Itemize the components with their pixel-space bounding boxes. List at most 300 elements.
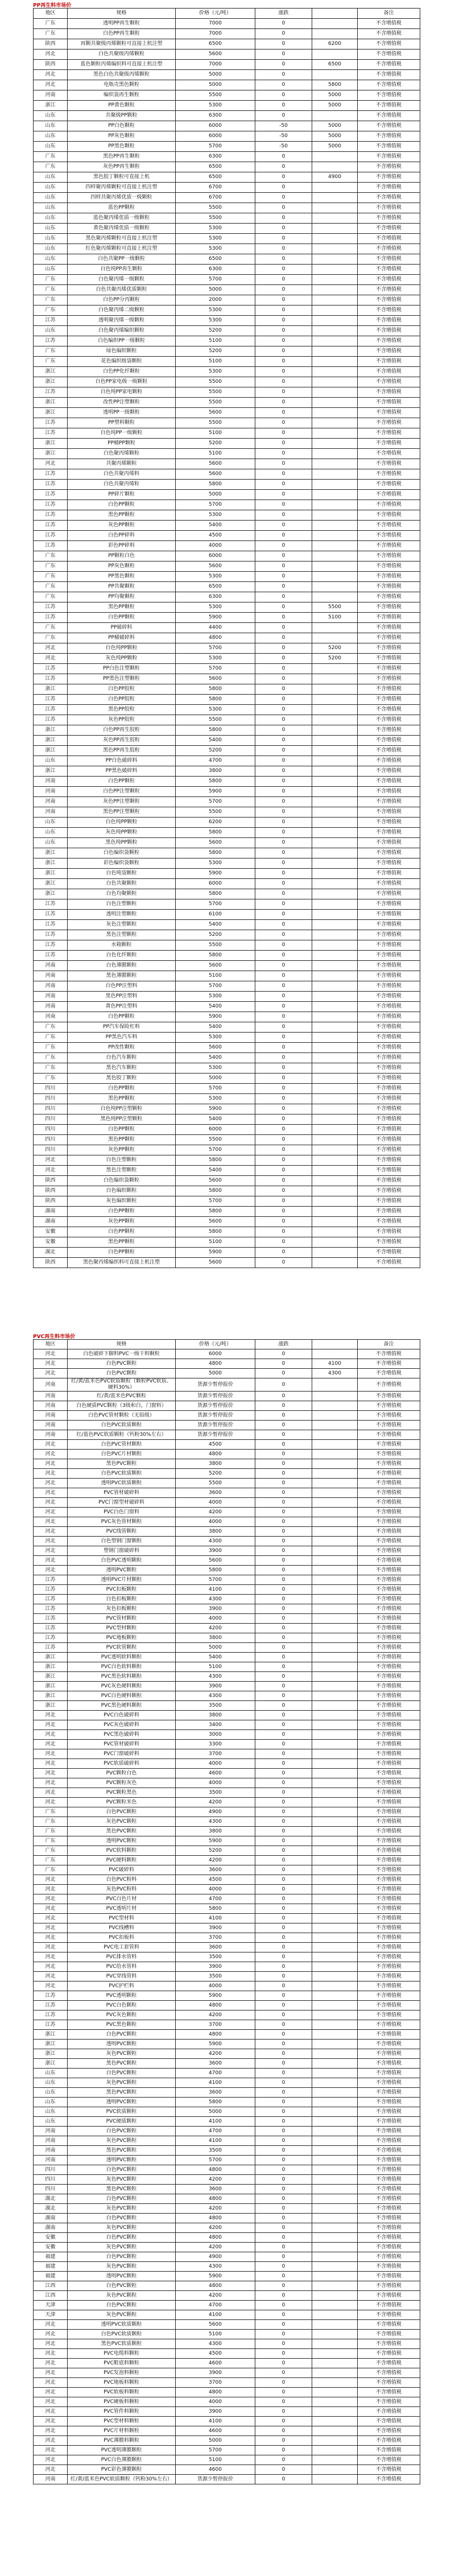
note-cell: 不含增值税 xyxy=(358,183,420,193)
spec-cell: 白色PVC颗粒 xyxy=(68,1807,176,1817)
note-cell: 不含增值税 xyxy=(358,49,420,60)
price-cell: 6000 xyxy=(176,1349,255,1359)
spec-cell: 黑色PP注塑料 xyxy=(68,992,176,1002)
table-row xyxy=(34,1759,420,1769)
extra-cell xyxy=(312,2475,358,2484)
change-cell: 0 xyxy=(255,1537,312,1546)
note-cell: 不含增值税 xyxy=(358,326,420,336)
region-cell: 浙江 xyxy=(34,2059,68,2069)
spec-cell: 白色PP颗粒 xyxy=(68,1227,176,1237)
change-cell: 0 xyxy=(255,2426,312,2436)
note-cell: 不含增值税 xyxy=(358,695,420,705)
price-cell: 货源少暂停报价 xyxy=(176,1378,255,1392)
region-cell: 江苏 xyxy=(34,418,68,428)
spec-cell: PP黑色颗粒 xyxy=(68,142,176,152)
region-cell: 河北 xyxy=(34,1981,68,1991)
extra-cell xyxy=(312,2359,358,2368)
note-cell: 不含增值税 xyxy=(358,480,420,490)
change-cell: 0 xyxy=(255,2001,312,2011)
table-row xyxy=(34,1566,420,1575)
extra-cell xyxy=(312,418,358,428)
region-cell: 安徽 xyxy=(34,2243,68,2252)
note-cell: 不含增值税 xyxy=(358,1498,420,1508)
header-region-cell: 地区 xyxy=(34,9,68,19)
price-cell: 4300 xyxy=(176,1691,255,1701)
price-cell: 5500 xyxy=(176,398,255,408)
note-cell: 不含增值税 xyxy=(358,858,420,869)
price-cell: 5000 xyxy=(176,2107,255,2117)
change-cell: -50 xyxy=(255,142,312,152)
spec-cell: 黑色PP颗粒 xyxy=(68,510,176,521)
extra-cell xyxy=(312,2146,358,2156)
extra-cell xyxy=(312,254,358,265)
region-cell: 四川 xyxy=(34,2185,68,2194)
note-cell: 不含增值税 xyxy=(358,500,420,510)
note-cell: 不含增值税 xyxy=(358,408,420,418)
table-row xyxy=(34,1836,420,1846)
table-row xyxy=(34,224,420,234)
extra-cell xyxy=(312,1585,358,1595)
price-cell: 4200 xyxy=(176,1798,255,1807)
extra-cell xyxy=(312,2436,358,2446)
region-cell: 广东 xyxy=(34,623,68,633)
region-cell: 河南 xyxy=(34,797,68,807)
change-cell: 0 xyxy=(255,1778,312,1788)
change-cell: 0 xyxy=(255,2455,312,2465)
note-cell: 不含增值税 xyxy=(358,2233,420,2243)
spec-cell: 灰色PVC颗粒 xyxy=(68,2262,176,2272)
region-cell: 江苏 xyxy=(34,387,68,398)
extra-cell: 4900 xyxy=(312,172,358,183)
table-row xyxy=(34,2339,420,2349)
region-cell: 河南 xyxy=(34,1401,68,1411)
region-cell: 江苏 xyxy=(34,664,68,674)
extra-cell xyxy=(312,1125,358,1135)
price-cell: 5000 xyxy=(176,285,255,295)
extra-cell xyxy=(312,1527,358,1537)
extra-cell xyxy=(312,2378,358,2388)
region-cell: 江苏 xyxy=(34,2001,68,2011)
note-cell: 不含增值税 xyxy=(358,2320,420,2330)
table-row xyxy=(34,1904,420,1914)
region-cell: 广东 xyxy=(34,295,68,306)
note-cell: 不含增值税 xyxy=(358,1537,420,1546)
spec-cell: 白色共聚级丙烯颗粒 xyxy=(68,49,176,60)
spec-cell: PVC白色颗粒 xyxy=(68,2001,176,2011)
note-cell: 不含增值税 xyxy=(358,449,420,459)
price-cell: 5900 xyxy=(176,1012,255,1022)
price-cell: 4800 xyxy=(176,2388,255,2397)
spec-cell: 白色编织颗粒 xyxy=(68,1186,176,1196)
extra-cell xyxy=(312,183,358,193)
change-cell: 0 xyxy=(255,746,312,756)
note-cell: 不含增值税 xyxy=(358,162,420,172)
price-cell: 4100 xyxy=(176,2136,255,2146)
spec-cell: PVC白色门窗料 xyxy=(68,1508,176,1517)
change-cell: 0 xyxy=(255,1469,312,1479)
change-cell: 0 xyxy=(255,1575,312,1585)
extra-cell xyxy=(312,684,358,695)
extra-cell xyxy=(312,2088,358,2098)
spec-cell: PVC彩色薄膜颗粒 xyxy=(68,2465,176,2475)
header-spec-cell: 规格 xyxy=(68,1340,176,1349)
table-row xyxy=(34,285,420,295)
change-cell: 0 xyxy=(255,869,312,879)
extra-cell xyxy=(312,244,358,254)
price-cell: 5400 xyxy=(176,920,255,930)
region-cell: 湖北 xyxy=(34,2204,68,2214)
region-cell: 河南 xyxy=(34,1430,68,1440)
extra-cell: 5000 xyxy=(312,121,358,131)
extra-cell xyxy=(312,746,358,756)
spec-cell: 白色PVC颗粒 xyxy=(68,2281,176,2291)
change-cell: 0 xyxy=(255,1450,312,1459)
spec-cell: 白色PVC颗粒 xyxy=(68,2069,176,2078)
note-cell: 不含增值税 xyxy=(358,2165,420,2175)
extra-cell xyxy=(312,1084,358,1094)
extra-cell xyxy=(312,1411,358,1421)
spec-cell: 白色塑钢门窗颗粒 xyxy=(68,1537,176,1546)
note-cell: 不含增值税 xyxy=(358,2204,420,2214)
table-row xyxy=(34,1933,420,1943)
price-cell: 5700 xyxy=(176,142,255,152)
spec-cell: 塑钢门窗破碎料 xyxy=(68,1546,176,1556)
extra-cell xyxy=(312,398,358,408)
change-cell: 0 xyxy=(255,2301,312,2310)
region-cell: 江苏 xyxy=(34,920,68,930)
price-cell: 3700 xyxy=(176,2020,255,2030)
region-cell: 江苏 xyxy=(34,695,68,705)
price-cell: 5800 xyxy=(176,848,255,858)
spec-cell: PP黑色破碎料 xyxy=(68,766,176,777)
extra-cell xyxy=(312,1537,358,1546)
spec-cell: 白色吨袋颗粒 xyxy=(68,869,176,879)
change-cell: 0 xyxy=(255,172,312,183)
note-cell: 不含增值税 xyxy=(358,828,420,838)
note-cell: 不含增值税 xyxy=(358,2194,420,2204)
extra-cell xyxy=(312,695,358,705)
note-cell: 不含增值税 xyxy=(358,572,420,582)
extra-cell xyxy=(312,1595,358,1604)
price-cell: 5500 xyxy=(176,1135,255,1145)
spec-cell: 改性PP注塑颗粒 xyxy=(68,398,176,408)
table-row xyxy=(34,1701,420,1711)
spec-cell: PVC灰色颗粒 xyxy=(68,2011,176,2020)
spec-cell: PVC软料颗粒 xyxy=(68,1846,176,1856)
spec-cell: 白色共聚丙烯优质颗粒 xyxy=(68,285,176,295)
price-cell: 4200 xyxy=(176,2049,255,2059)
price-cell: 6300 xyxy=(176,592,255,602)
price-cell: 5900 xyxy=(176,1836,255,1846)
table-row xyxy=(34,377,420,387)
region-cell: 浙江 xyxy=(34,889,68,899)
spec-cell: PVC灰色管材颗粒 xyxy=(68,1517,176,1527)
price-cell: 2000 xyxy=(176,295,255,306)
change-cell: 0 xyxy=(255,2359,312,2368)
price-cell: 3900 xyxy=(176,2368,255,2378)
change-cell: 0 xyxy=(255,1527,312,1537)
change-cell: 0 xyxy=(255,1508,312,1517)
extra-cell xyxy=(312,439,358,449)
table-row xyxy=(34,1094,420,1104)
table-row xyxy=(34,2233,420,2243)
extra-cell: 5000 xyxy=(312,142,358,152)
price-cell: 4300 xyxy=(176,1817,255,1827)
price-cell: 6000 xyxy=(176,121,255,131)
price-cell: 4300 xyxy=(176,1537,255,1546)
table-row xyxy=(34,858,420,869)
change-cell: 0 xyxy=(255,1798,312,1807)
region-cell: 广东 xyxy=(34,357,68,367)
table-row xyxy=(34,920,420,930)
region-cell: 浙江 xyxy=(34,1701,68,1711)
spec-cell: 黑色薄膜颗粒 xyxy=(68,971,176,981)
spec-cell: 白色PVC软质颗粒 xyxy=(68,1421,176,1430)
note-cell: 不含增值税 xyxy=(358,2378,420,2388)
change-cell: 0 xyxy=(255,551,312,562)
note-cell: 不含增值税 xyxy=(358,111,420,121)
region-cell: 广东 xyxy=(34,1033,68,1043)
spec-cell: PVC排水管料 xyxy=(68,1952,176,1962)
change-cell: 0 xyxy=(255,1836,312,1846)
table-row xyxy=(34,2455,420,2465)
change-cell: 0 xyxy=(255,1933,312,1943)
price-cell: 5300 xyxy=(176,234,255,244)
price-cell: 3500 xyxy=(176,1701,255,1711)
note-cell: 不含增值税 xyxy=(358,490,420,500)
price-cell: 5100 xyxy=(176,2455,255,2465)
price-cell: 6500 xyxy=(176,39,255,49)
extra-cell xyxy=(312,1962,358,1972)
change-cell: 0 xyxy=(255,1662,312,1672)
extra-cell xyxy=(312,510,358,521)
table-row xyxy=(34,1662,420,1672)
change-cell: 0 xyxy=(255,736,312,746)
change-cell: 0 xyxy=(255,1740,312,1749)
price-cell: 3600 xyxy=(176,1488,255,1498)
price-cell: 4000 xyxy=(176,1498,255,1508)
spec-cell: 白色PVC透明颗粒 xyxy=(68,1556,176,1566)
note-cell: 不含增值税 xyxy=(358,1711,420,1720)
price-cell: 5100 xyxy=(176,1662,255,1672)
change-cell: 0 xyxy=(255,521,312,531)
table-row xyxy=(34,2117,420,2127)
change-cell: 0 xyxy=(255,2117,312,2127)
spec-cell: 黑色PVC颗粒 xyxy=(68,2059,176,2069)
spec-cell: 白色PP注塑料 xyxy=(68,981,176,992)
table-row xyxy=(34,152,420,162)
table-row xyxy=(34,1923,420,1933)
change-cell: 0 xyxy=(255,49,312,60)
region-cell: 河北 xyxy=(34,1459,68,1469)
extra-cell xyxy=(312,1094,358,1104)
region-cell: 浙江 xyxy=(34,1682,68,1691)
extra-cell xyxy=(312,2049,358,2059)
extra-cell xyxy=(312,2301,358,2310)
table-row xyxy=(34,910,420,920)
extra-cell xyxy=(312,828,358,838)
note-cell: 不含增值税 xyxy=(358,1769,420,1778)
extra-cell xyxy=(312,1778,358,1788)
region-cell: 陕西 xyxy=(34,1258,68,1268)
change-cell: 0 xyxy=(255,2049,312,2059)
spec-cell: 彩色编织袋颗粒 xyxy=(68,858,176,869)
price-cell: 4200 xyxy=(176,2243,255,2252)
change-cell: 0 xyxy=(255,1701,312,1711)
note-cell: 不含增值税 xyxy=(358,2465,420,2475)
spec-cell: PVC发泡料颗粒 xyxy=(68,2368,176,2378)
note-cell: 不含增值税 xyxy=(358,418,420,428)
change-cell: 0 xyxy=(255,1488,312,1498)
change-cell: 0 xyxy=(255,1349,312,1359)
note-cell: 不含增值税 xyxy=(358,377,420,387)
table-row xyxy=(34,2252,420,2262)
region-cell: 浙江 xyxy=(34,1672,68,1682)
spec-cell: PVC白色片材 xyxy=(68,1894,176,1904)
extra-cell xyxy=(312,1566,358,1575)
price-cell: 3900 xyxy=(176,1923,255,1933)
extra-cell xyxy=(312,1614,358,1624)
spec-cell: 白色PVC颗粒 xyxy=(68,2194,176,2204)
spec-cell: 灰色PP再生颗粒 xyxy=(68,162,176,172)
region-cell: 河北 xyxy=(34,1349,68,1359)
note-cell: 不含增值税 xyxy=(358,142,420,152)
change-cell: 0 xyxy=(255,1769,312,1778)
region-cell: 福建 xyxy=(34,2272,68,2281)
table-header-row xyxy=(34,9,420,19)
region-cell: 河北 xyxy=(34,1778,68,1788)
extra-cell xyxy=(312,2281,358,2291)
extra-cell xyxy=(312,1053,358,1063)
region-cell: 广东 xyxy=(34,1817,68,1827)
change-cell: 0 xyxy=(255,101,312,111)
price-cell: 5700 xyxy=(176,1084,255,1094)
table-row xyxy=(34,981,420,992)
table-row xyxy=(34,613,420,623)
spec-cell: 白色PP胶粒 xyxy=(68,695,176,705)
spec-cell: 灰色PP颗粒 xyxy=(68,1145,176,1155)
change-cell: -50 xyxy=(255,131,312,142)
note-cell: 不含增值税 xyxy=(358,1807,420,1817)
change-cell: 0 xyxy=(255,2059,312,2069)
spec-cell: PVC硬料颗粒 xyxy=(68,1856,176,1865)
note-cell: 不含增值税 xyxy=(358,1135,420,1145)
extra-cell xyxy=(312,562,358,572)
note-cell: 不含增值税 xyxy=(358,234,420,244)
spec-cell: 白色聚丙烯颗粒 xyxy=(68,449,176,459)
price-cell: 5200 xyxy=(176,1846,255,1856)
table-row xyxy=(34,2320,420,2330)
region-cell: 江苏 xyxy=(34,1604,68,1614)
extra-cell xyxy=(312,1517,358,1527)
note-cell: 不含增值税 xyxy=(358,1904,420,1914)
extra-cell xyxy=(312,1653,358,1662)
table-row xyxy=(34,1991,420,2001)
extra-cell xyxy=(312,930,358,940)
region-cell: 四川 xyxy=(34,1145,68,1155)
price-cell: 4800 xyxy=(176,633,255,643)
table-row xyxy=(34,1053,420,1063)
extra-cell xyxy=(312,1012,358,1022)
spec-cell: PVC破碎料 xyxy=(68,1865,176,1875)
note-cell: 不含增值税 xyxy=(358,2417,420,2426)
region-cell: 山东 xyxy=(34,818,68,828)
change-cell: 0 xyxy=(255,2320,312,2330)
change-cell: 0 xyxy=(255,2069,312,2078)
note-cell: 不含增值税 xyxy=(358,1349,420,1359)
region-cell: 山东 xyxy=(34,326,68,336)
change-cell: 0 xyxy=(255,807,312,818)
spec-cell: 白色化纤颗粒 xyxy=(68,951,176,961)
region-cell: 江苏 xyxy=(34,940,68,951)
change-cell: 0 xyxy=(255,1749,312,1759)
change-cell: 0 xyxy=(255,531,312,541)
table-row xyxy=(34,1962,420,1972)
table-row xyxy=(34,684,420,695)
price-cell: 5600 xyxy=(176,1258,255,1268)
spec-cell: PP黄色颗粒 xyxy=(68,101,176,111)
table-row xyxy=(34,1614,420,1624)
note-cell: 不含增值税 xyxy=(358,306,420,316)
spec-cell: 白色聚丙烯一级颗粒 xyxy=(68,275,176,285)
region-cell: 河北 xyxy=(34,1904,68,1914)
price-cell: 5600 xyxy=(176,459,255,469)
note-cell: 不含增值税 xyxy=(358,1865,420,1875)
extra-cell xyxy=(312,336,358,346)
extra-cell xyxy=(312,521,358,531)
price-cell: 5800 xyxy=(176,2098,255,2107)
price-cell: 4800 xyxy=(176,2001,255,2011)
extra-cell xyxy=(312,1827,358,1836)
spec-cell: 白色破碎下脚料PVC一级干料颗粒 xyxy=(68,1349,176,1359)
price-cell: 5400 xyxy=(176,1114,255,1125)
extra-cell xyxy=(312,1952,358,1962)
note-cell: 不含增值税 xyxy=(358,2020,420,2030)
spec-cell: 白色薄膜颗粒 xyxy=(68,961,176,971)
region-cell: 河北 xyxy=(34,1527,68,1537)
spec-cell: 黑色PVC颗粒 xyxy=(68,1827,176,1836)
region-cell: 河北 xyxy=(34,1788,68,1798)
price-cell: 5300 xyxy=(176,1063,255,1074)
price-cell: 5800 xyxy=(176,684,255,695)
price-cell: 5400 xyxy=(176,1166,255,1176)
region-cell: 浙江 xyxy=(34,746,68,756)
change-cell: 0 xyxy=(255,1865,312,1875)
extra-cell xyxy=(312,1856,358,1865)
region-cell: 浙江 xyxy=(34,1653,68,1662)
note-cell: 不含增值税 xyxy=(358,2011,420,2020)
price-cell: 5700 xyxy=(176,1575,255,1585)
spec-cell: 透明PP一级颗粒 xyxy=(68,408,176,418)
note-cell: 不含增值税 xyxy=(358,2475,420,2484)
region-cell: 湖北 xyxy=(34,1248,68,1258)
change-cell: 0 xyxy=(255,715,312,725)
spec-cell: PVC门窗破碎料 xyxy=(68,1749,176,1759)
region-cell: 河北 xyxy=(34,1943,68,1952)
spec-cell: 灰色纯PP颗粒 xyxy=(68,654,176,664)
change-cell: 0 xyxy=(255,643,312,654)
note-cell: 不含增值税 xyxy=(358,2291,420,2301)
change-cell: 0 xyxy=(255,777,312,787)
spec-cell: PVC地板料颗粒 xyxy=(68,2378,176,2388)
change-cell: 0 xyxy=(255,1125,312,1135)
change-cell: 0 xyxy=(255,1846,312,1856)
price-cell: 3800 xyxy=(176,1827,255,1836)
table-row xyxy=(34,1846,420,1856)
extra-cell xyxy=(312,633,358,643)
region-cell: 四川 xyxy=(34,2175,68,2185)
region-cell: 广东 xyxy=(34,633,68,643)
